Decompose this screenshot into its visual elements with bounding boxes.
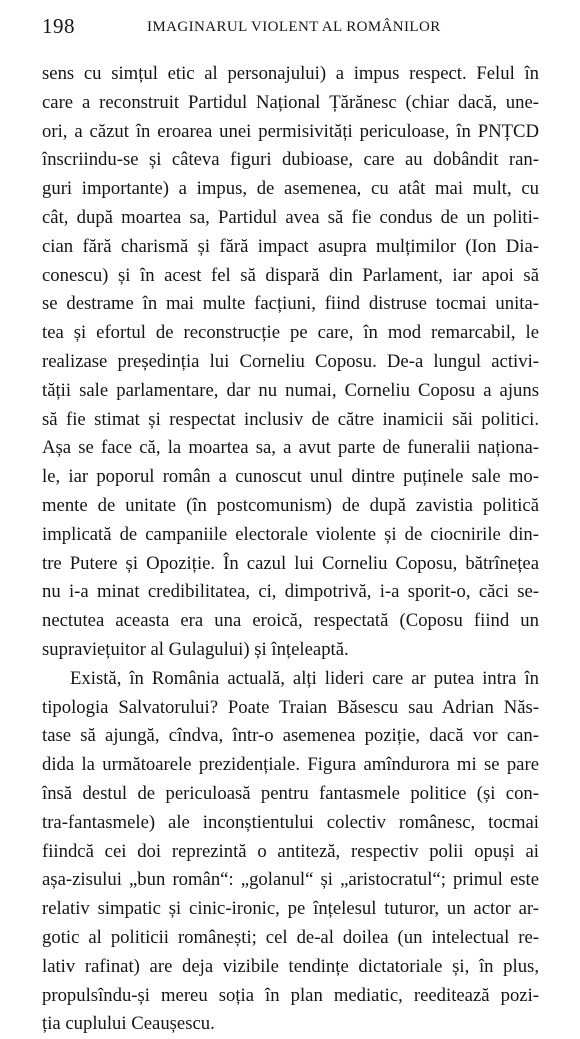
text-line: cât, după moartea sa, Partidul avea să fie condus de un politi- [42,206,539,228]
text-line: însă destul de periculoasă pentru fantasmele politice (și con- [42,782,539,804]
page-number: 198 [42,14,75,38]
text-line: guri importante) a impus, de asemenea, cu atât mai mult, cu [42,178,539,200]
text-line: dida la următoarele prezidențiale. Figura amîndurora mi se pare [42,754,539,776]
text-line: mente de unitate (în postcomunism) de după zavistia politică [42,494,539,516]
text-line: gotic al politicii românești; cel de-al doilea (un intelectual re- [42,926,539,948]
text-line: se destrame în mai multe facțiuni, fiind distruse tocmai unita- [42,293,539,315]
text-line: care a reconstruit Partidul Național Țărănesc (chiar dacă, une- [42,91,539,113]
text-line: tre Putere și Opoziție. În cazul lui Corneliu Coposu, bătrînețea [42,552,539,574]
text-line: așa-zisului „bun român“: „golanul“ și „aristocratul“; primul este [42,869,539,891]
text-line: supraviețuitor al Gulagului) și înțeleaptă. [42,638,349,660]
text-line: le, iar poporul român a cunoscut unul dintre puținele sale mo- [42,466,539,488]
text-line: lativ rafinat) are deja vizibile tendințe dictatoriale și, în plus, [42,955,539,977]
text-line: înscriindu-se și câteva figuri dubioase, care au dobândit ran- [42,149,539,171]
text-line: Există, în România actuală, alți lideri care ar putea intra în [70,667,539,689]
running-head: IMAGINARUL VIOLENT AL ROMÂNILOR [147,19,441,35]
text-line: ori, a căzut în eroarea unei permisivități periculoase, în PNȚCD [42,120,539,142]
text-line: Așa se face că, la moartea sa, a avut parte de funeralii naționa- [42,437,539,459]
page-header [42,14,542,44]
text-line: cian fără charismă și fără impact asupra mulțimilor (Ion Dia- [42,235,539,257]
text-line: ția cuplului Ceaușescu. [42,1013,215,1035]
text-line: tății sale parlamentare, dar nu numai, Corneliu Coposu a ajuns [42,379,539,401]
text-line: realizase președinția lui Corneliu Coposu. De-a lungul activi- [42,350,539,372]
text-line: tipologia Salvatorului? Poate Traian Băsescu sau Adrian Năs- [42,696,539,718]
text-line: să fie stimat și respectat inclusiv de către inamicii săi politici. [42,408,539,430]
text-line: sens cu simțul etic al personajului) a impus respect. Felul în [42,63,539,84]
text-line: propulsîndu-și mereu soția în plan mediatic, reeditează pozi- [42,984,539,1006]
text-line: fiindcă cei doi reprezintă o antiteză, respectiv polii opuși ai [42,840,539,862]
text-line: conescu) și în acest fel să dispară din Parlament, iar apoi să [42,264,539,286]
text-line: nectutea aceasta era una eroică, respectată (Coposu fiind un [42,610,539,632]
paragraph-2 [42,665,539,1039]
text-line: tra-fantasmele) ale inconștientului colectiv românesc, tocmai [42,811,539,833]
text-line: tase să ajungă, cîndva, într-o asemenea poziție, dacă vor can- [42,725,539,747]
text-line: implicată de campaniile electorale violente și de ciocnirile din- [42,523,539,545]
paragraph-1 [42,60,539,665]
body-text [42,60,539,1039]
text-line: tea și efortul de reconstrucție pe care, în mod remarcabil, le [42,322,539,344]
text-line: nu i-a minat credibilitatea, ci, dimpotrivă, i-a sporit-o, căci se- [42,581,539,603]
text-line: relativ simpatic și cinic-ironic, pe înțelesul tuturor, un actor ar- [42,898,539,920]
